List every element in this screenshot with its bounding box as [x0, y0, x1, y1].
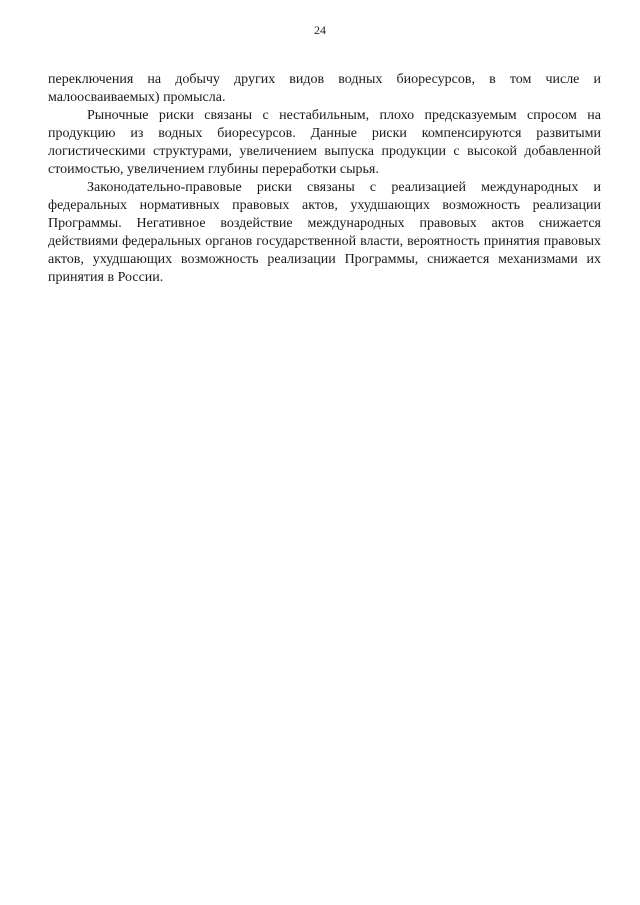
page-number: 24	[314, 23, 326, 37]
document-body	[48, 71, 601, 287]
paragraph-continuation: переключения на добычу других видов водных биоресурсов, в том числе и малоосваиваемых) промысла.	[48, 72, 601, 105]
paragraph-market-risks: Рыночные риски связаны с нестабильным, плохо предсказуемым спросом на продукцию из водных биоресурсов. Данные риски компенсируются развитыми логистическими структурами, увеличением выпуска продукции с высокой добавленной стоимостью, увеличением глубины переработки сырья.	[48, 108, 601, 177]
paragraph-legal-risks: Законодательно-правовые риски связаны с реализацией международных и федеральных нормативных правовых актов, ухудшающих возможность реализации Программы. Негативное воздействие международных правовых актов снижается действиями федеральных органов государственной власти, вероятность принятия правовых актов, ухудшающих возможность реализации Программы, снижается механизмами их принятия в России.	[48, 180, 601, 285]
